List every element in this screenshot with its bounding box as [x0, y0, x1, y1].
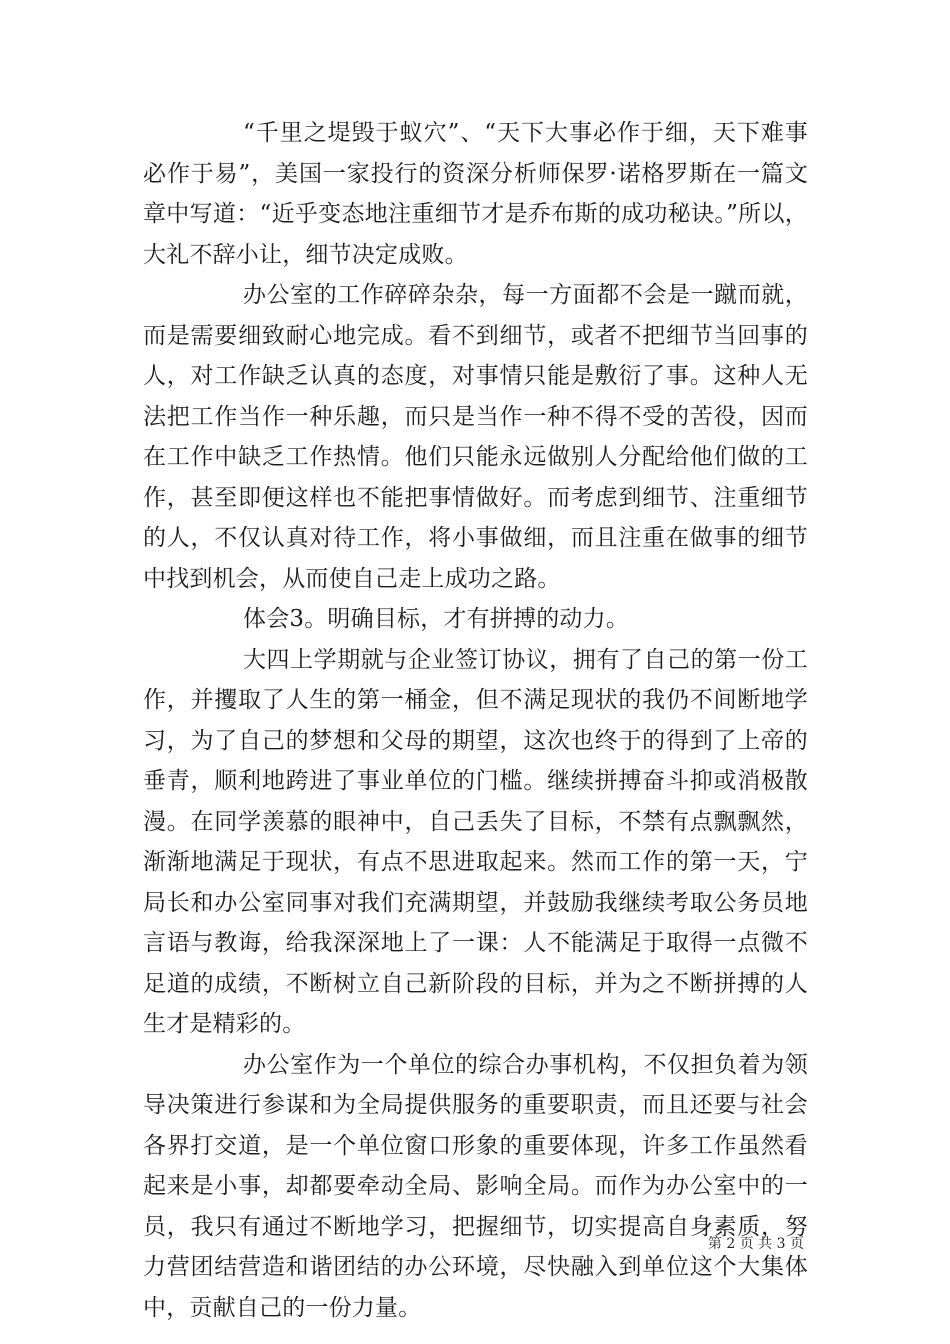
paragraph-1: “千里之堤毁于蚁穴”、“天下大事必作于细，天下难事必作于易”，美国一家投行的资深分析师保罗·诺格罗斯在一篇文章中写道：“近乎变态地注重细节才是乔布斯的成功秘诀。”所以，大礼不辞小让，细节决定成败。 — [143, 120, 808, 268]
paragraph-5: 办公室作为一个单位的综合办事机构，不仅担负着为领导决策进行参谋和为全局提供服务的重要职责，而且还要与社会各界打交道，是一个单位窗口形象的重要体现，许多工作虽然看起来是小事，却都要牵动全局、影响全局。而作为办公室中的一员，我只有通过不断地学习，把握细节，切实提高自身素质，努力营团结营造和谐团结的办公环境，尽快融入到单位这个大集体中，贡献自己的一份力量。 — [143, 1051, 808, 1321]
paragraph-4: 大四上学期就与企业签订协议，拥有了自己的第一份工作，并攫取了人生的第一桶金，但不满足现状的我仍不间断地学习，为了自己的梦想和父母的期望，这次也终于的得到了上帝的垂青，顺利地跨进了事业单位的门槛。继续拼搏奋斗抑或消极散漫。在同学羡慕的眼神中，自己丢失了目标，不禁有点飘飘然，渐渐地满足于现状，有点不思进取起来。然而工作的第一天，宁局长和办公室同事对我们充满期望，并鼓励我继续考取公务员地言语与教诲，给我深深地上了一课：人不能满足于取得一点微不足道的成绩，不断树立自己新阶段的目标，并为之不断拼搏的人生才是精彩的。 — [143, 646, 808, 1037]
page-number-footer: 第 2 页 共 3 页 — [707, 1236, 804, 1252]
paragraph-3: 体会3。明确目标，才有拼搏的动力。 — [243, 606, 630, 632]
paragraph-2: 办公室的工作碎碎杂杂，每一方面都不会是一蹴而就，而是需要细致耐心地完成。看不到细节，或者不把细节当回事的人，对工作缺乏认真的态度，对事情只能是敷衍了事。这种人无法把工作当作一种乐趣，而只是当作一种不得不受的苦役，因而在工作中缺乏工作热情。他们只能永远做别人分配给他们做的工作，甚至即便这样也不能把事情做好。而考虑到细节、注重细节的人，不仅认真对待工作，将小事做细，而且注重在做事的细节中找到机会，从而使自己走上成功之路。 — [143, 282, 808, 592]
document-body — [143, 113, 808, 1328]
